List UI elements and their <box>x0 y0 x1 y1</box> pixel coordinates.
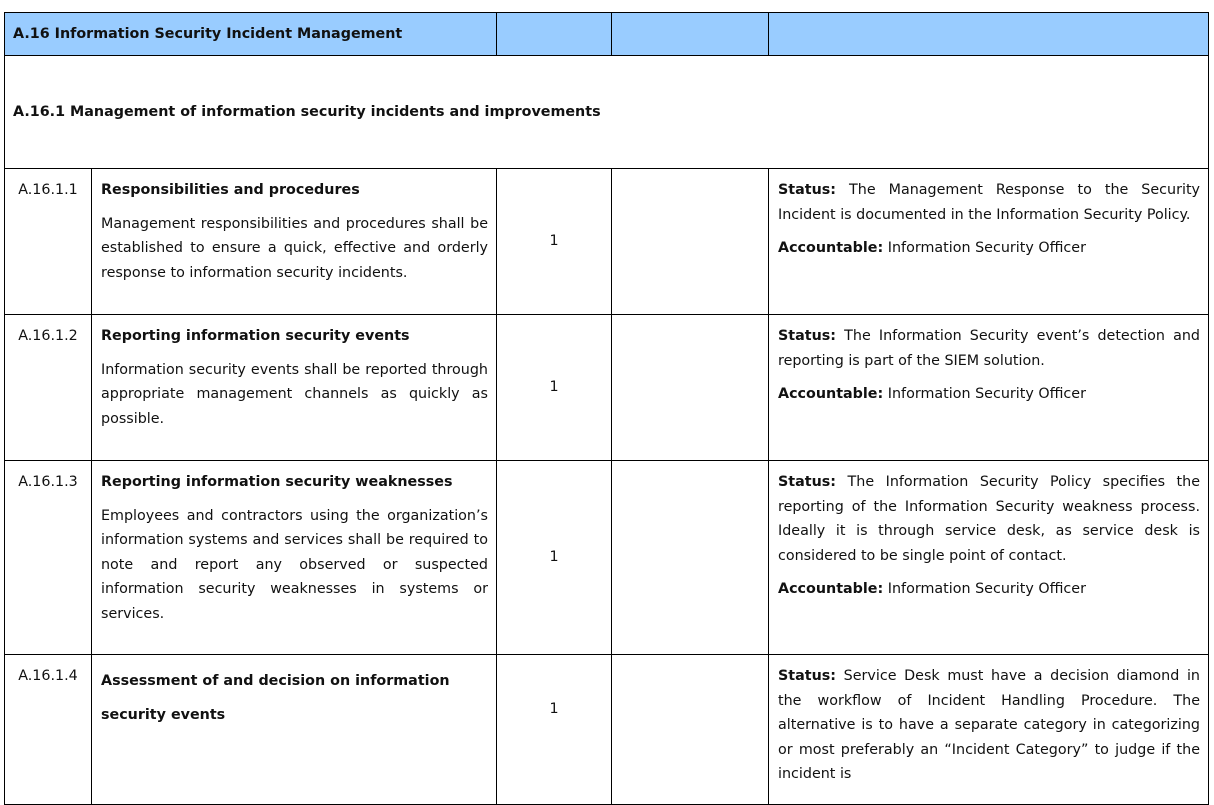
accountable-line <box>778 236 1200 261</box>
control-notes <box>769 461 1209 655</box>
accountable-text: Information Security Officer <box>887 386 1086 402</box>
control-ref: A.16.1.2 <box>5 315 92 461</box>
control-cell <box>92 461 497 655</box>
subsection-title: A.16.1 Management of information security incidents and improvements <box>5 56 1209 169</box>
table-row <box>5 461 1209 655</box>
control-name: Reporting information security weaknesses <box>101 474 453 490</box>
accountable-label: Accountable: <box>778 386 884 402</box>
header-empty-cell <box>497 13 612 56</box>
table-row <box>5 315 1209 461</box>
status-line <box>778 178 1200 227</box>
accountable-label: Accountable: <box>778 240 884 256</box>
accountable-label: Accountable: <box>778 581 884 597</box>
controls-table <box>4 12 1209 805</box>
accountable-line <box>778 577 1200 602</box>
status-line <box>778 664 1200 787</box>
status-line <box>778 470 1200 568</box>
empty-cell <box>612 315 769 461</box>
accountable-text: Information Security Officer <box>887 240 1086 256</box>
control-name: Responsibilities and procedures <box>101 182 360 198</box>
control-cell <box>92 315 497 461</box>
status-text: The Management Response to the Security Incident is documented in the Information Security Policy. <box>778 182 1201 223</box>
status-line <box>778 324 1200 373</box>
control-description: Employees and contractors using the organization’s information systems and services shall be required to note and report any observed or suspected information security weaknesses in systems or services. <box>101 507 488 622</box>
subsection-row <box>5 56 1209 169</box>
status-label: Status: <box>778 474 837 490</box>
empty-cell <box>612 655 769 805</box>
table-row <box>5 169 1209 315</box>
table-row <box>5 655 1209 805</box>
control-ref: A.16.1.1 <box>5 169 92 315</box>
control-notes <box>769 315 1209 461</box>
status-label: Status: <box>778 328 837 344</box>
empty-cell <box>612 169 769 315</box>
status-text: Service Desk must have a decision diamond in the workflow of Incident Handling Procedure. The alternative is to have a separate category in categorizing or most preferably an “Incident Category” to judge if the incident is <box>778 668 1200 782</box>
control-ref: A.16.1.4 <box>5 655 92 805</box>
control-cell <box>92 655 497 805</box>
status-text: The Information Security Policy specifies the reporting of the Information Security weakness process. Ideally it is through service desk, as service desk is considered to be single point of contact. <box>778 474 1201 564</box>
control-cell <box>92 169 497 315</box>
empty-cell <box>612 461 769 655</box>
control-name: Reporting information security events <box>101 328 410 344</box>
status-label: Status: <box>778 668 837 684</box>
section-header-row <box>5 13 1209 56</box>
header-empty-cell <box>612 13 769 56</box>
control-score: 1 <box>497 169 612 315</box>
control-score: 1 <box>497 315 612 461</box>
status-text: The Information Security event’s detection and reporting is part of the SIEM solution. <box>778 328 1200 369</box>
control-ref: A.16.1.3 <box>5 461 92 655</box>
control-score: 1 <box>497 461 612 655</box>
control-description: Management responsibilities and procedures shall be established to ensure a quick, effective and orderly response to information security incidents. <box>101 215 488 281</box>
accountable-line <box>778 382 1200 407</box>
status-label: Status: <box>778 182 837 198</box>
header-empty-cell <box>769 13 1209 56</box>
control-score: 1 <box>497 655 612 805</box>
control-notes <box>769 169 1209 315</box>
control-name: Assessment of and decision on information security events <box>101 673 450 723</box>
accountable-text: Information Security Officer <box>887 581 1086 597</box>
control-description: Information security events shall be reported through appropriate management channels as quickly as possible. <box>101 361 488 427</box>
section-title: A.16 Information Security Incident Management <box>5 13 497 56</box>
control-notes <box>769 655 1209 805</box>
